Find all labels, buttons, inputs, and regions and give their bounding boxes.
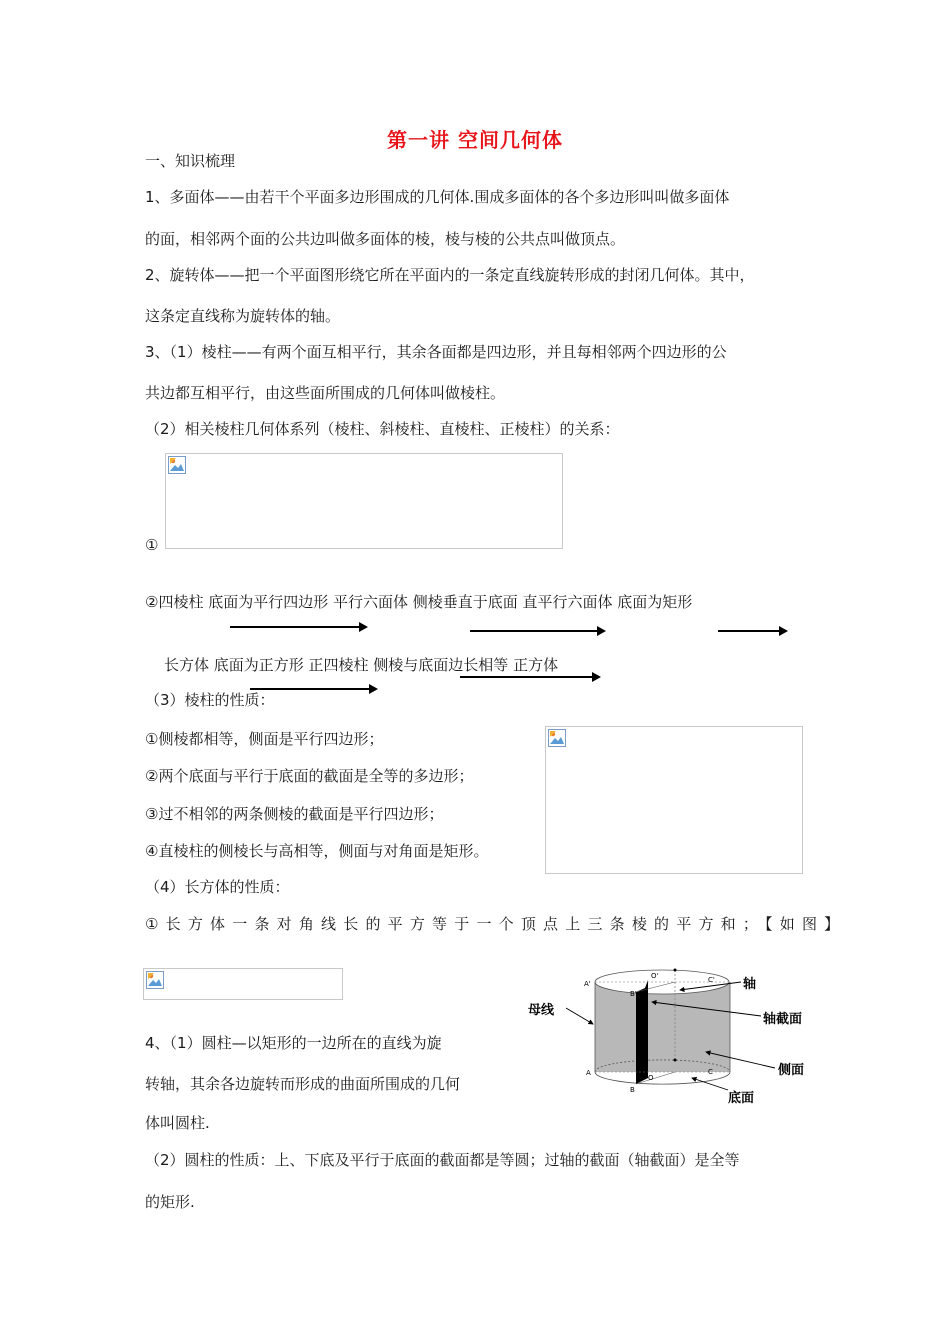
page-title: 第一讲 空间几何体	[387, 128, 563, 152]
image-placeholder-prism-relation	[165, 453, 563, 549]
point-label-o: O	[648, 1074, 654, 1082]
image-placeholder-cuboid	[143, 968, 343, 1000]
paragraph-solid-of-revolution: 2、旋转体——把一个平面图形绕它所在平面内的一条定直线旋转形成的封闭几何体。其中，	[145, 266, 755, 284]
label-generatrix: 母线	[528, 1003, 555, 1018]
arrow-5	[460, 676, 593, 678]
prism-properties-heading: （3）棱柱的性质：	[145, 691, 275, 709]
point-label-o1: O'	[651, 972, 659, 980]
cylinder-diagram	[520, 960, 820, 1110]
circle-number-1: ①	[145, 536, 159, 554]
prism-chain-line-2: 长方体 底面为正方形 正四棱柱 侧棱与底面边长相等 正方体	[164, 656, 559, 674]
axial-section-shape	[636, 980, 648, 1084]
prism-property-3: ③过不相邻的两条侧棱的截面是平行四边形；	[145, 805, 444, 823]
paragraph-prism-relation: （2）相关棱柱几何体系列（棱柱、斜棱柱、直棱柱、正棱柱）的关系：	[145, 420, 620, 438]
paragraph-cylinder-cont-2: 体叫圆柱.	[145, 1114, 210, 1132]
arrow-1	[230, 626, 360, 628]
paragraph-solid-of-revolution-cont: 这条定直线称为旋转体的轴。	[145, 307, 341, 325]
point-label-b: B	[630, 1086, 635, 1094]
arrow-2	[470, 630, 598, 632]
prism-property-4: ④直棱柱的侧棱长与高相等，侧面与对角面是矩形。	[145, 842, 489, 860]
point-o1-dot	[674, 969, 677, 972]
broken-image-icon	[146, 971, 164, 989]
paragraph-polyhedron-cont: 的面，相邻两个面的公共边叫做多面体的棱，棱与棱的公共点叫做顶点。	[145, 230, 626, 248]
point-label-c1: C'	[708, 976, 715, 984]
point-label-a: A	[586, 1069, 591, 1077]
point-o-dot	[674, 1059, 677, 1062]
label-axis: 轴	[743, 977, 757, 992]
paragraph-polyhedron: 1、多面体——由若干个平面多边形围成的几何体.围成多面体的各个多边形叫叫做多面体	[145, 188, 730, 206]
label-axial-section: 轴截面	[763, 1012, 803, 1027]
cuboid-properties-heading: （4）长方体的性质：	[145, 878, 290, 896]
arrow-base	[692, 1078, 728, 1090]
section-heading: 一、知识梳理	[145, 152, 236, 170]
paragraph-cylinder-properties-cont: 的矩形.	[145, 1193, 195, 1211]
arrow-3	[718, 630, 780, 632]
paragraph-prism: 3、（1）棱柱——有两个面互相平行，其余各面都是四边形，并且每相邻两个四边形的公	[145, 343, 727, 361]
prism-property-1: ①侧棱都相等，侧面是平行四边形；	[145, 730, 384, 748]
arrow-generatrix	[566, 1008, 593, 1024]
cylinder-lateral-surface	[595, 982, 730, 1072]
paragraph-cylinder-cont-1: 转轴，其余各边旋转而形成的曲面所围成的几何	[145, 1075, 461, 1093]
broken-image-icon	[168, 456, 186, 474]
image-placeholder-prism	[545, 726, 803, 874]
point-label-b1: B'	[630, 990, 637, 998]
point-label-c: C	[708, 1068, 713, 1076]
paragraph-cylinder: 4、（1）圆柱—以矩形的一边所在的直线为旋	[145, 1034, 442, 1052]
paragraph-prism-cont: 共边都互相平行，由这些面所围成的几何体叫做棱柱。	[145, 384, 506, 402]
prism-chain-line-1: ②四棱柱 底面为平行四边形 平行六面体 侧棱垂直于底面 直平行六面体 底面为矩形	[145, 593, 693, 611]
cuboid-property-1: ①长方体一条对角线长的平方等于一个顶点上三条棱的平方和；【如图】	[145, 915, 847, 933]
paragraph-cylinder-properties: （2）圆柱的性质：上、下底及平行于底面的截面都是等圆；过轴的截面（轴截面）是全等	[145, 1151, 740, 1169]
broken-image-icon	[548, 729, 566, 747]
label-base: 底面	[728, 1091, 755, 1106]
point-label-a1: A'	[584, 980, 591, 988]
prism-property-2: ②两个底面与平行于底面的截面是全等的多边形；	[145, 767, 474, 785]
label-lateral-surface: 侧面	[778, 1063, 805, 1078]
